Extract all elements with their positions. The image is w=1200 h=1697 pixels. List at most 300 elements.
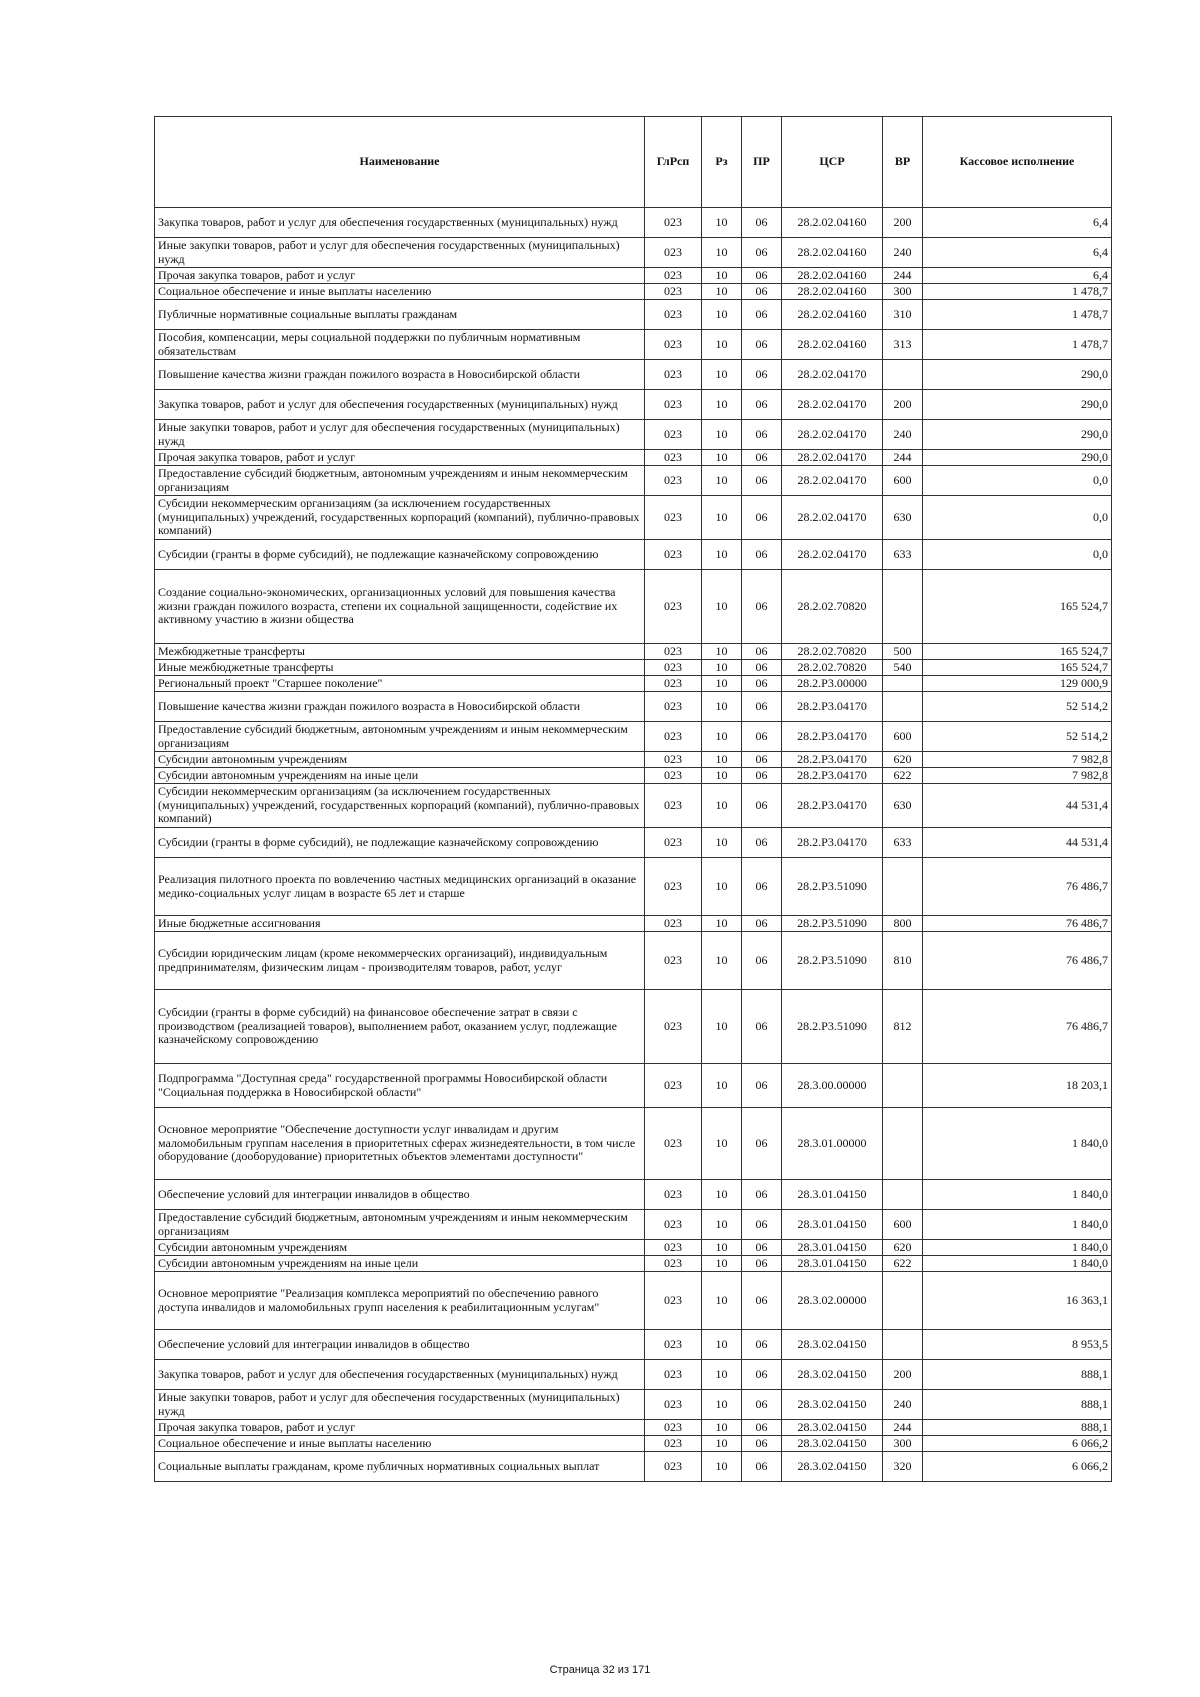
row-glrsp: 023 <box>645 1256 702 1272</box>
table-row <box>155 990 1112 1064</box>
row-csr: 28.2.P3.04170 <box>782 784 883 828</box>
row-pr: 06 <box>742 1180 782 1210</box>
row-amount: 888,1 <box>923 1420 1112 1436</box>
row-glrsp: 023 <box>645 752 702 768</box>
row-csr: 28.2.02.04160 <box>782 238 883 268</box>
table-row <box>155 1330 1112 1360</box>
row-rz: 10 <box>702 1180 742 1210</box>
table-row <box>155 1360 1112 1390</box>
table-header <box>155 117 1112 208</box>
row-glrsp: 023 <box>645 660 702 676</box>
row-amount: 52 514,2 <box>923 692 1112 722</box>
row-csr: 28.2.P3.51090 <box>782 990 883 1064</box>
row-glrsp: 023 <box>645 692 702 722</box>
row-pr: 06 <box>742 284 782 300</box>
table-row <box>155 644 1112 660</box>
row-name: Иные закупки товаров, работ и услуг для обеспечения государственных (муниципальных) нужд <box>155 420 645 450</box>
table-row <box>155 360 1112 390</box>
row-glrsp: 023 <box>645 238 702 268</box>
row-rz: 10 <box>702 1256 742 1272</box>
row-vr: 244 <box>883 1420 923 1436</box>
row-pr: 06 <box>742 916 782 932</box>
row-name: Прочая закупка товаров, работ и услуг <box>155 1420 645 1436</box>
row-glrsp: 023 <box>645 1390 702 1420</box>
row-csr: 28.3.01.04150 <box>782 1256 883 1272</box>
row-vr: 633 <box>883 540 923 570</box>
row-pr: 06 <box>742 466 782 496</box>
row-pr: 06 <box>742 932 782 990</box>
row-name: Субсидии автономным учреждениям <box>155 1240 645 1256</box>
table-row <box>155 330 1112 360</box>
row-amount: 290,0 <box>923 420 1112 450</box>
row-rz: 10 <box>702 420 742 450</box>
table-row <box>155 208 1112 238</box>
row-amount: 76 486,7 <box>923 858 1112 916</box>
row-csr: 28.2.P3.04170 <box>782 768 883 784</box>
row-glrsp: 023 <box>645 208 702 238</box>
row-name: Закупка товаров, работ и услуг для обеспечения государственных (муниципальных) нужд <box>155 1360 645 1390</box>
row-rz: 10 <box>702 768 742 784</box>
row-glrsp: 023 <box>645 284 702 300</box>
table-row <box>155 390 1112 420</box>
row-amount: 888,1 <box>923 1390 1112 1420</box>
row-amount: 1 478,7 <box>923 300 1112 330</box>
row-rz: 10 <box>702 1064 742 1108</box>
row-vr: 244 <box>883 268 923 284</box>
row-glrsp: 023 <box>645 768 702 784</box>
row-amount: 0,0 <box>923 466 1112 496</box>
table-row <box>155 450 1112 466</box>
row-vr: 812 <box>883 990 923 1064</box>
row-rz: 10 <box>702 1360 742 1390</box>
row-rz: 10 <box>702 390 742 420</box>
row-rz: 10 <box>702 1436 742 1452</box>
header-rz: Рз <box>702 117 742 208</box>
row-glrsp: 023 <box>645 1452 702 1482</box>
row-pr: 06 <box>742 360 782 390</box>
row-pr: 06 <box>742 390 782 420</box>
table-row <box>155 828 1112 858</box>
row-pr: 06 <box>742 540 782 570</box>
table-row <box>155 932 1112 990</box>
row-name: Повышение качества жизни граждан пожилого возраста в Новосибирской области <box>155 692 645 722</box>
row-amount: 44 531,4 <box>923 784 1112 828</box>
row-pr: 06 <box>742 208 782 238</box>
row-amount: 6 066,2 <box>923 1436 1112 1452</box>
row-amount: 1 840,0 <box>923 1256 1112 1272</box>
row-rz: 10 <box>702 238 742 268</box>
row-vr <box>883 692 923 722</box>
row-name: Реализация пилотного проекта по вовлечению частных медицинских организаций в оказание медико-социальных услуг лицам в возрасте 65 лет и старше <box>155 858 645 916</box>
header-amount: Кассовое исполнение <box>923 117 1112 208</box>
row-amount: 1 478,7 <box>923 284 1112 300</box>
row-name: Региональный проект "Старшее поколение" <box>155 676 645 692</box>
row-rz: 10 <box>702 1330 742 1360</box>
table-row <box>155 1272 1112 1330</box>
header-csr: ЦСР <box>782 117 883 208</box>
row-vr <box>883 1108 923 1180</box>
row-name: Основное мероприятие "Обеспечение доступности услуг инвалидам и другим маломобильным группам населения в приоритетных сферах жизнедеятельности, в том числе оборудование (дооборудование) приоритетных объектов элементами доступности" <box>155 1108 645 1180</box>
row-vr: 300 <box>883 1436 923 1452</box>
row-rz: 10 <box>702 784 742 828</box>
row-csr: 28.2.P3.51090 <box>782 932 883 990</box>
row-vr: 600 <box>883 722 923 752</box>
row-pr: 06 <box>742 722 782 752</box>
table-row <box>155 496 1112 540</box>
row-pr: 06 <box>742 268 782 284</box>
row-name: Иные закупки товаров, работ и услуг для обеспечения государственных (муниципальных) нужд <box>155 238 645 268</box>
row-pr: 06 <box>742 420 782 450</box>
row-name: Обеспечение условий для интеграции инвалидов в общество <box>155 1180 645 1210</box>
row-vr: 200 <box>883 208 923 238</box>
row-glrsp: 023 <box>645 676 702 692</box>
page-number: Страница 32 из 171 <box>549 1664 651 1676</box>
row-glrsp: 023 <box>645 784 702 828</box>
row-csr: 28.2.02.04160 <box>782 208 883 238</box>
row-glrsp: 023 <box>645 1420 702 1436</box>
row-glrsp: 023 <box>645 1108 702 1180</box>
table-row <box>155 722 1112 752</box>
row-rz: 10 <box>702 722 742 752</box>
row-csr: 28.2.P3.04170 <box>782 752 883 768</box>
table-row <box>155 284 1112 300</box>
row-rz: 10 <box>702 1452 742 1482</box>
row-pr: 06 <box>742 828 782 858</box>
row-name: Обеспечение условий для интеграции инвалидов в общество <box>155 1330 645 1360</box>
row-pr: 06 <box>742 752 782 768</box>
row-csr: 28.2.02.04170 <box>782 420 883 450</box>
row-pr: 06 <box>742 990 782 1064</box>
row-pr: 06 <box>742 644 782 660</box>
row-vr: 313 <box>883 330 923 360</box>
row-rz: 10 <box>702 916 742 932</box>
row-glrsp: 023 <box>645 450 702 466</box>
row-name: Закупка товаров, работ и услуг для обеспечения государственных (муниципальных) нужд <box>155 390 645 420</box>
row-amount: 0,0 <box>923 496 1112 540</box>
row-amount: 76 486,7 <box>923 932 1112 990</box>
row-vr: 300 <box>883 284 923 300</box>
row-csr: 28.2.02.04170 <box>782 466 883 496</box>
row-pr: 06 <box>742 1210 782 1240</box>
row-name: Предоставление субсидий бюджетным, автономным учреждениям и иным некоммерческим организациям <box>155 466 645 496</box>
row-vr <box>883 360 923 390</box>
row-name: Предоставление субсидий бюджетным, автономным учреждениям и иным некоммерческим организациям <box>155 1210 645 1240</box>
row-vr: 600 <box>883 466 923 496</box>
row-pr: 06 <box>742 330 782 360</box>
row-amount: 888,1 <box>923 1360 1112 1390</box>
row-name: Подпрограмма "Доступная среда" государственной программы Новосибирской области "Социальная поддержка в Новосибирской области" <box>155 1064 645 1108</box>
row-rz: 10 <box>702 660 742 676</box>
row-amount: 8 953,5 <box>923 1330 1112 1360</box>
row-pr: 06 <box>742 1256 782 1272</box>
table-row <box>155 1256 1112 1272</box>
row-vr <box>883 570 923 644</box>
row-glrsp: 023 <box>645 360 702 390</box>
table-row <box>155 1180 1112 1210</box>
row-amount: 1 840,0 <box>923 1240 1112 1256</box>
row-pr: 06 <box>742 1452 782 1482</box>
row-glrsp: 023 <box>645 496 702 540</box>
table-row <box>155 858 1112 916</box>
table-row <box>155 692 1112 722</box>
table-row <box>155 1210 1112 1240</box>
row-glrsp: 023 <box>645 390 702 420</box>
header-glrsp: ГлРсп <box>645 117 702 208</box>
row-csr: 28.3.00.00000 <box>782 1064 883 1108</box>
row-amount: 165 524,7 <box>923 660 1112 676</box>
row-vr: 200 <box>883 390 923 420</box>
row-rz: 10 <box>702 644 742 660</box>
row-glrsp: 023 <box>645 722 702 752</box>
row-rz: 10 <box>702 466 742 496</box>
row-pr: 06 <box>742 1360 782 1390</box>
row-glrsp: 023 <box>645 1240 702 1256</box>
row-csr: 28.3.02.04150 <box>782 1390 883 1420</box>
row-pr: 06 <box>742 238 782 268</box>
row-glrsp: 023 <box>645 466 702 496</box>
header-vr: ВР <box>883 117 923 208</box>
table-row <box>155 676 1112 692</box>
row-pr: 06 <box>742 496 782 540</box>
row-vr: 800 <box>883 916 923 932</box>
row-rz: 10 <box>702 1420 742 1436</box>
row-name: Пособия, компенсации, меры социальной поддержки по публичным нормативным обязательствам <box>155 330 645 360</box>
row-rz: 10 <box>702 284 742 300</box>
row-name: Межбюджетные трансферты <box>155 644 645 660</box>
row-vr <box>883 1330 923 1360</box>
row-rz: 10 <box>702 450 742 466</box>
row-pr: 06 <box>742 768 782 784</box>
row-csr: 28.2.02.04170 <box>782 496 883 540</box>
row-vr: 622 <box>883 768 923 784</box>
row-glrsp: 023 <box>645 932 702 990</box>
row-amount: 6 066,2 <box>923 1452 1112 1482</box>
row-name: Закупка товаров, работ и услуг для обеспечения государственных (муниципальных) нужд <box>155 208 645 238</box>
row-csr: 28.3.02.04150 <box>782 1330 883 1360</box>
row-amount: 1 840,0 <box>923 1180 1112 1210</box>
row-vr <box>883 1272 923 1330</box>
row-amount: 290,0 <box>923 450 1112 466</box>
row-amount: 7 982,8 <box>923 768 1112 784</box>
row-csr: 28.2.P3.04170 <box>782 722 883 752</box>
header-pr: ПР <box>742 117 782 208</box>
row-pr: 06 <box>742 660 782 676</box>
row-pr: 06 <box>742 692 782 722</box>
row-vr: 500 <box>883 644 923 660</box>
row-csr: 28.2.02.04160 <box>782 330 883 360</box>
row-name: Основное мероприятие "Реализация комплекса мероприятий по обеспечению равного доступа инвалидов и маломобильных групп населения к реабилитационным услугам" <box>155 1272 645 1330</box>
row-pr: 06 <box>742 1108 782 1180</box>
row-name: Иные межбюджетные трансферты <box>155 660 645 676</box>
table-row <box>155 1390 1112 1420</box>
row-amount: 76 486,7 <box>923 990 1112 1064</box>
row-name: Иные бюджетные ассигнования <box>155 916 645 932</box>
row-glrsp: 023 <box>645 1330 702 1360</box>
row-glrsp: 023 <box>645 1180 702 1210</box>
row-rz: 10 <box>702 990 742 1064</box>
table-row <box>155 1420 1112 1436</box>
row-name: Субсидии автономным учреждениям на иные цели <box>155 1256 645 1272</box>
row-amount: 18 203,1 <box>923 1064 1112 1108</box>
row-glrsp: 023 <box>645 540 702 570</box>
row-pr: 06 <box>742 1064 782 1108</box>
row-rz: 10 <box>702 1272 742 1330</box>
row-name: Предоставление субсидий бюджетным, автономным учреждениям и иным некоммерческим организациям <box>155 722 645 752</box>
table-row <box>155 268 1112 284</box>
row-amount: 165 524,7 <box>923 644 1112 660</box>
row-pr: 06 <box>742 300 782 330</box>
row-name: Субсидии (гранты в форме субсидий), не подлежащие казначейскому сопровождению <box>155 828 645 858</box>
table-row <box>155 1240 1112 1256</box>
row-amount: 1 478,7 <box>923 330 1112 360</box>
row-vr: 620 <box>883 1240 923 1256</box>
row-csr: 28.2.02.04170 <box>782 450 883 466</box>
row-name: Публичные нормативные социальные выплаты гражданам <box>155 300 645 330</box>
row-rz: 10 <box>702 1390 742 1420</box>
row-name: Субсидии некоммерческим организациям (за исключением государственных (муниципальных) учреждений, государственных корпораций (компаний), публично-правовых компаний) <box>155 784 645 828</box>
row-rz: 10 <box>702 932 742 990</box>
table-row <box>155 916 1112 932</box>
row-amount: 0,0 <box>923 540 1112 570</box>
row-csr: 28.2.02.70820 <box>782 570 883 644</box>
row-vr <box>883 1064 923 1108</box>
row-rz: 10 <box>702 828 742 858</box>
row-csr: 28.2.02.70820 <box>782 660 883 676</box>
row-rz: 10 <box>702 692 742 722</box>
row-csr: 28.3.02.04150 <box>782 1420 883 1436</box>
row-csr: 28.2.02.70820 <box>782 644 883 660</box>
row-csr: 28.3.02.04150 <box>782 1436 883 1452</box>
table-row <box>155 1064 1112 1108</box>
row-glrsp: 023 <box>645 570 702 644</box>
row-glrsp: 023 <box>645 1210 702 1240</box>
table-row <box>155 660 1112 676</box>
budget-table <box>154 116 1112 1482</box>
row-pr: 06 <box>742 450 782 466</box>
row-amount: 76 486,7 <box>923 916 1112 932</box>
row-rz: 10 <box>702 496 742 540</box>
row-glrsp: 023 <box>645 916 702 932</box>
row-csr: 28.3.01.04150 <box>782 1210 883 1240</box>
table-row <box>155 1452 1112 1482</box>
row-rz: 10 <box>702 570 742 644</box>
row-rz: 10 <box>702 752 742 768</box>
row-vr: 633 <box>883 828 923 858</box>
row-name: Социальное обеспечение и иные выплаты населению <box>155 1436 645 1452</box>
row-amount: 7 982,8 <box>923 752 1112 768</box>
row-name: Прочая закупка товаров, работ и услуг <box>155 450 645 466</box>
row-vr: 310 <box>883 300 923 330</box>
row-name: Создание социально-экономических, организационных условий для повышения качества жизни граждан пожилого возраста, степени их социальной защищенности, содействие их активному участию в жизни общества <box>155 570 645 644</box>
row-pr: 06 <box>742 1436 782 1452</box>
row-pr: 06 <box>742 1330 782 1360</box>
row-rz: 10 <box>702 330 742 360</box>
row-amount: 52 514,2 <box>923 722 1112 752</box>
row-csr: 28.2.02.04170 <box>782 360 883 390</box>
row-csr: 28.2.P3.00000 <box>782 676 883 692</box>
row-pr: 06 <box>742 784 782 828</box>
row-rz: 10 <box>702 540 742 570</box>
row-vr: 240 <box>883 1390 923 1420</box>
row-glrsp: 023 <box>645 330 702 360</box>
row-rz: 10 <box>702 1240 742 1256</box>
table-body <box>155 208 1112 1482</box>
row-amount: 1 840,0 <box>923 1210 1112 1240</box>
row-glrsp: 023 <box>645 1436 702 1452</box>
row-rz: 10 <box>702 858 742 916</box>
row-csr: 28.2.P3.51090 <box>782 916 883 932</box>
row-vr: 320 <box>883 1452 923 1482</box>
row-vr: 622 <box>883 1256 923 1272</box>
row-glrsp: 023 <box>645 420 702 450</box>
row-csr: 28.3.02.00000 <box>782 1272 883 1330</box>
table-row <box>155 420 1112 450</box>
row-pr: 06 <box>742 1240 782 1256</box>
row-amount: 16 363,1 <box>923 1272 1112 1330</box>
table-row <box>155 238 1112 268</box>
row-amount: 165 524,7 <box>923 570 1112 644</box>
row-name: Повышение качества жизни граждан пожилого возраста в Новосибирской области <box>155 360 645 390</box>
row-csr: 28.3.01.04150 <box>782 1240 883 1256</box>
row-name: Субсидии некоммерческим организациям (за исключением государственных (муниципальных) учреждений, государственных корпораций (компаний), публично-правовых компаний) <box>155 496 645 540</box>
table-row <box>155 570 1112 644</box>
row-glrsp: 023 <box>645 990 702 1064</box>
row-amount: 129 000,9 <box>923 676 1112 692</box>
table-row <box>155 466 1112 496</box>
table-row <box>155 540 1112 570</box>
row-rz: 10 <box>702 1210 742 1240</box>
row-name: Субсидии (гранты в форме субсидий) на финансовое обеспечение затрат в связи с производством (реализацией товаров), выполнением работ, оказанием услуг, подлежащие казначейскому сопровождению <box>155 990 645 1064</box>
row-rz: 10 <box>702 676 742 692</box>
row-glrsp: 023 <box>645 1360 702 1390</box>
table-row <box>155 1436 1112 1452</box>
row-rz: 10 <box>702 300 742 330</box>
row-vr: 240 <box>883 238 923 268</box>
row-vr: 630 <box>883 784 923 828</box>
row-glrsp: 023 <box>645 300 702 330</box>
row-amount: 1 840,0 <box>923 1108 1112 1180</box>
row-glrsp: 023 <box>645 858 702 916</box>
row-amount: 6,4 <box>923 238 1112 268</box>
row-glrsp: 023 <box>645 1272 702 1330</box>
row-csr: 28.3.02.04150 <box>782 1452 883 1482</box>
row-pr: 06 <box>742 676 782 692</box>
header-row <box>155 117 1112 208</box>
row-csr: 28.2.P3.04170 <box>782 828 883 858</box>
row-name: Социальное обеспечение и иные выплаты населению <box>155 284 645 300</box>
row-name: Прочая закупка товаров, работ и услуг <box>155 268 645 284</box>
row-vr: 240 <box>883 420 923 450</box>
row-amount: 6,4 <box>923 268 1112 284</box>
row-pr: 06 <box>742 1420 782 1436</box>
row-name: Социальные выплаты гражданам, кроме публичных нормативных социальных выплат <box>155 1452 645 1482</box>
table-row <box>155 784 1112 828</box>
row-csr: 28.3.02.04150 <box>782 1360 883 1390</box>
row-vr <box>883 858 923 916</box>
row-vr <box>883 1180 923 1210</box>
row-rz: 10 <box>702 268 742 284</box>
table-row <box>155 300 1112 330</box>
row-csr: 28.2.02.04160 <box>782 268 883 284</box>
row-name: Субсидии автономным учреждениям на иные цели <box>155 768 645 784</box>
row-csr: 28.3.01.04150 <box>782 1180 883 1210</box>
row-vr: 630 <box>883 496 923 540</box>
row-glrsp: 023 <box>645 268 702 284</box>
row-pr: 06 <box>742 1272 782 1330</box>
row-csr: 28.2.02.04160 <box>782 300 883 330</box>
row-pr: 06 <box>742 570 782 644</box>
row-vr: 620 <box>883 752 923 768</box>
